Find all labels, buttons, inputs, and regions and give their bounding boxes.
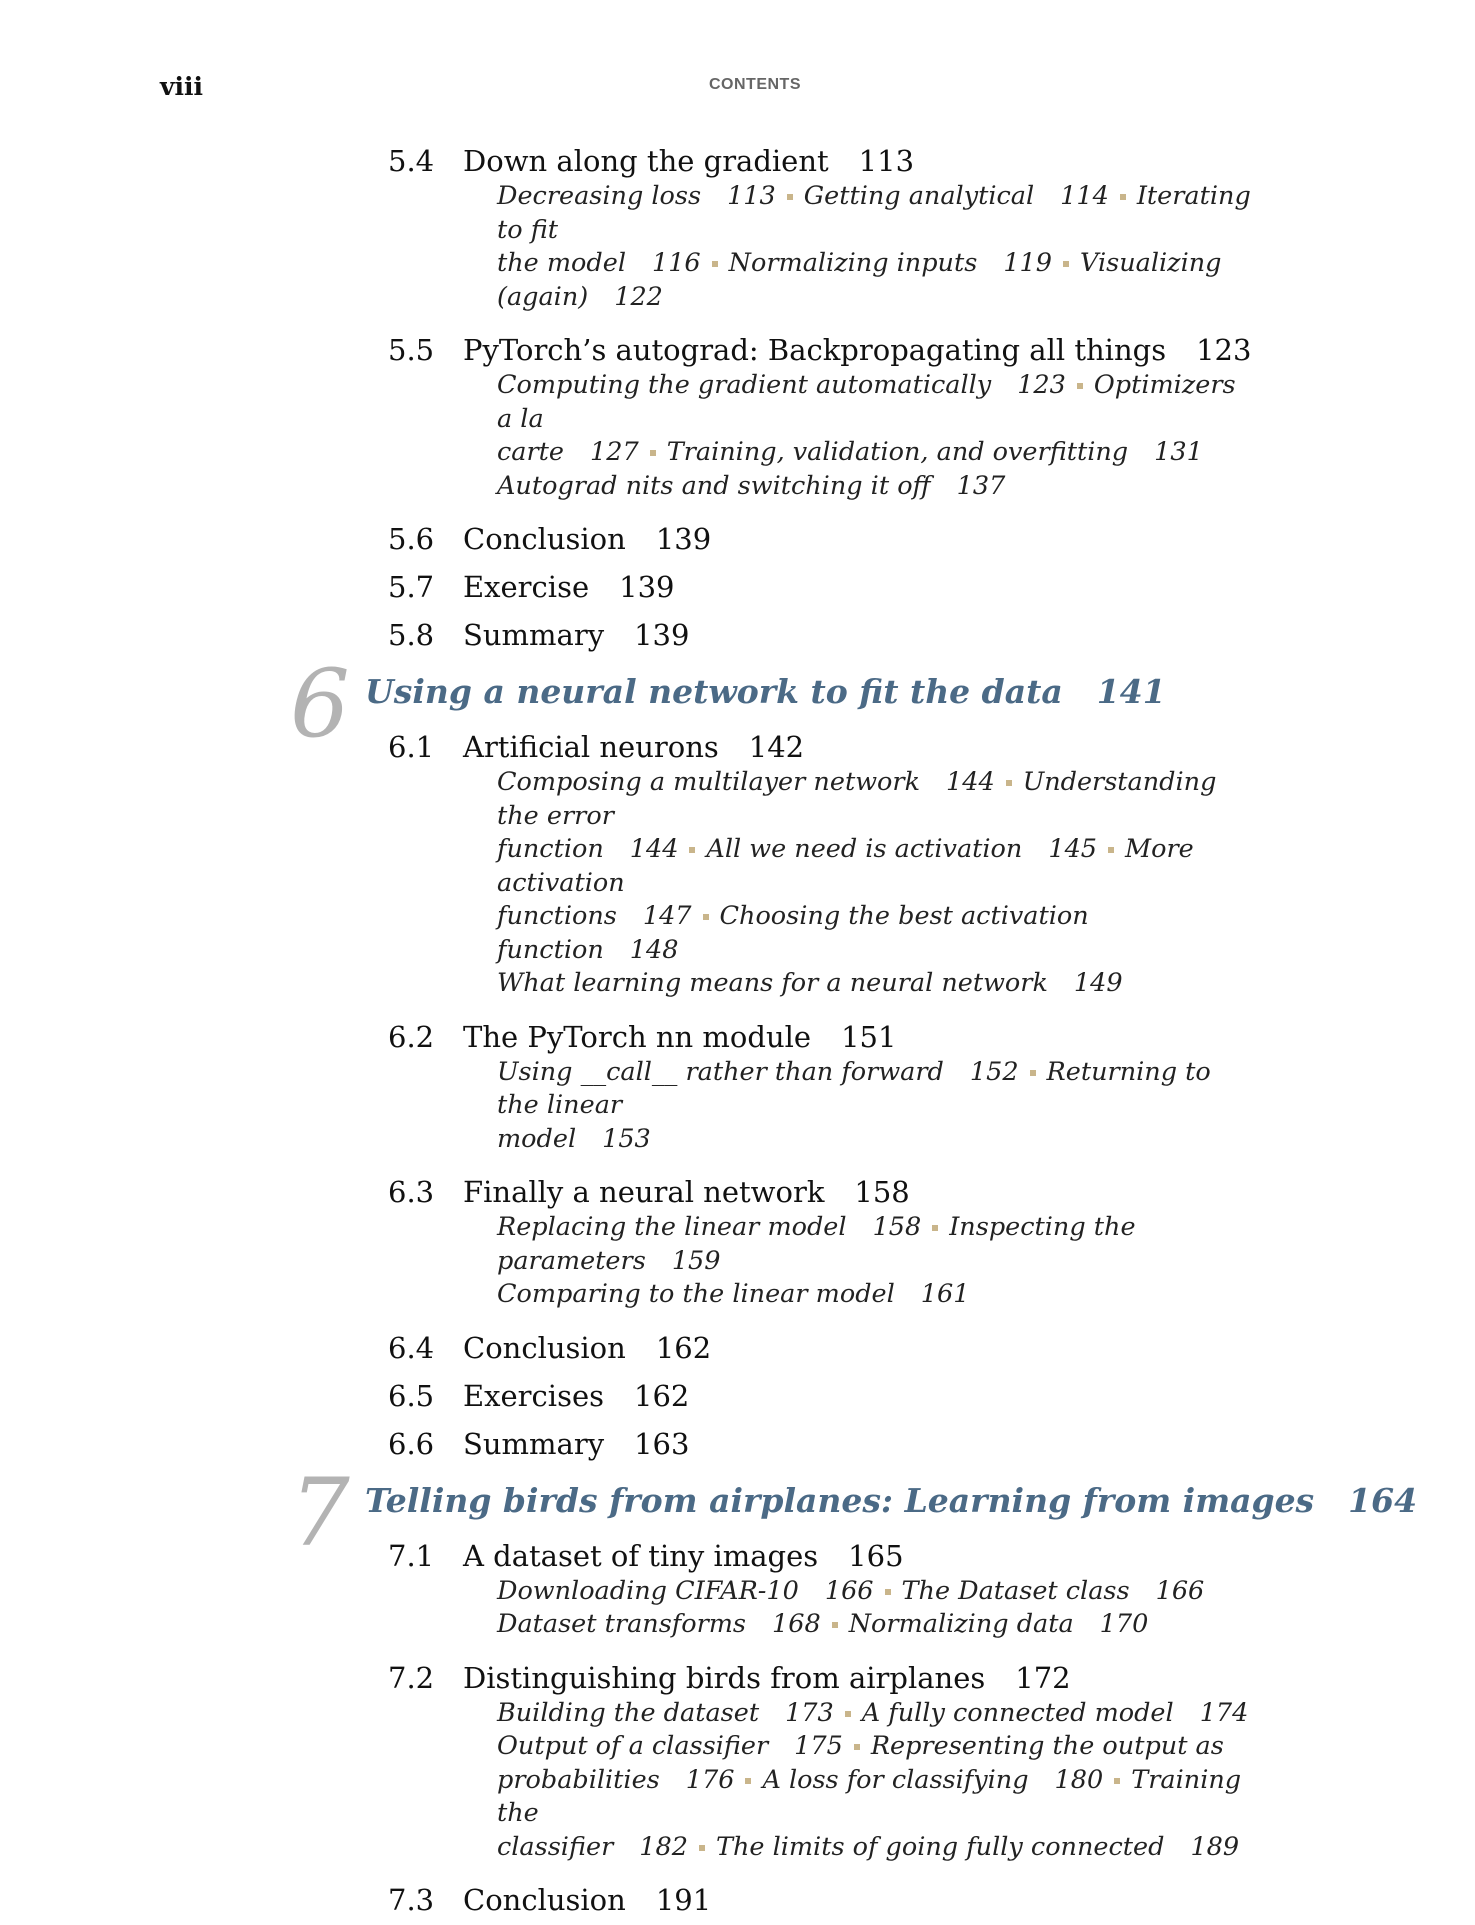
subsection-page: 161 [920,1279,970,1309]
separator-bullet-icon [712,261,718,267]
subsection-title: Choosing the best activation function [497,901,1089,965]
section-title [463,333,1251,367]
section-number: 6.4 [388,1330,435,1365]
subsection-line [497,470,1257,504]
subsection-title: Returning to the linear [497,1056,1211,1120]
subsection-list [497,766,1257,1001]
subsection-list [497,1575,1257,1642]
separator-bullet-icon [885,1589,891,1595]
subsection-title: Iterating to fit [497,181,1251,245]
section-title [463,144,914,178]
section-entry [388,1421,1475,1469]
subsection-page: 182 [639,1831,688,1862]
section-title-text: PyTorch’s autograd: Backpropagating all things [463,333,1167,367]
section-title [463,522,711,556]
subsection-title: More activation [497,834,1194,898]
separator-bullet-icon [832,1622,838,1628]
subsection-title: Optimizers a la [497,370,1236,434]
separator-bullet-icon [932,1225,938,1231]
subsection-page: 166 [1155,1575,1205,1606]
section-number: 7.2 [388,1660,435,1695]
section-page: 123 [1196,333,1252,367]
section-title [463,1661,1071,1695]
section-title-text: Summary [463,1426,605,1461]
subsection-page: 148 [629,934,679,965]
section-title-text: Summary [463,618,605,652]
section-page: 163 [634,1426,690,1461]
subsection-title: Training, validation, and overfitting [666,437,1129,467]
subsection-title: the model [497,248,626,278]
section-entry [388,564,1475,612]
subsection-page: 153 [602,1123,651,1154]
subsection-title: Computing the gradient automatically [497,370,992,400]
separator-bullet-icon [689,847,695,853]
subsection-page: 144 [629,834,679,864]
subsection-title: Using __call__ rather than forward [497,1056,944,1087]
section-number: 5.6 [388,522,435,556]
subsection-page: 166 [824,1575,874,1606]
section-number: 6.1 [388,730,435,764]
subsection-page: 147 [642,901,692,931]
section-title-text: Conclusion [463,522,626,556]
section-number: 6.6 [388,1426,435,1461]
section-entry [388,516,1475,564]
subsection-line [497,436,1257,470]
subsection-line [497,900,1257,967]
subsection-title: Visualizing [1079,248,1222,278]
subsection-line [497,1764,1257,1831]
section-entry [388,138,1475,186]
subsection-title: A fully connected model [861,1697,1174,1728]
section-title [463,1331,711,1365]
subsection-title: Building the dataset [497,1697,760,1728]
subsection-title: Downloading CIFAR-10 [497,1575,799,1606]
section-title [463,730,804,764]
subsection-title: The Dataset class [901,1575,1130,1606]
section-title [463,1379,689,1413]
subsection-title: probabilities [497,1764,660,1795]
section-number: 5.4 [388,144,435,178]
section-title-text: Exercise [463,570,590,604]
section-page: 158 [854,1175,910,1209]
section-title-text: Finally a neural network [463,1175,825,1209]
subsection-title: model [497,1123,577,1154]
section-title-text: Conclusion [463,1330,626,1365]
subsection-page: 176 [685,1764,735,1795]
subsection-list [497,1056,1257,1157]
subsection-page: 127 [590,437,639,467]
section-title-text: A dataset of tiny images [463,1538,819,1573]
chapter-title [365,1481,1417,1520]
section-number: 7.3 [388,1883,435,1917]
subsection-title: functions [497,901,617,931]
subsection-line [497,1730,1257,1764]
subsection-page: 149 [1073,968,1123,998]
chapter-page: 164 [1348,1480,1418,1520]
subsection-title: Normalizing inputs [728,248,978,278]
separator-bullet-icon [1006,780,1012,786]
section-page: 139 [655,522,712,556]
section-title [463,1020,896,1054]
subsection-page: 137 [956,470,1006,501]
section-number: 6.3 [388,1175,435,1209]
subsection-page: 123 [1017,370,1066,400]
subsection-page: 152 [969,1056,1019,1087]
subsection-page: 175 [794,1731,843,1761]
subsection-line [497,1056,1257,1123]
section-title-text: Down along the gradient [463,144,829,178]
subsection-page: 145 [1048,834,1098,864]
section-title [463,1175,910,1209]
subsection-title: Output of a classifier [497,1731,769,1761]
chapter-title-text: Using a neural network to fit the data [365,672,1063,711]
subsection-line [497,1123,1257,1157]
running-head: CONTENTS [709,76,801,93]
subsection-page: 116 [651,248,701,278]
section-title-text: Artificial neurons [463,730,719,764]
subsection-page: 168 [772,1609,821,1639]
separator-bullet-icon [1063,261,1069,267]
subsection-page: 158 [872,1212,922,1242]
separator-bullet-icon [854,1744,860,1750]
chapter-title [365,672,1166,711]
subsection-line [497,1831,1257,1865]
section-entry [388,327,1475,375]
separator-bullet-icon [1030,1070,1036,1076]
subsection-page: 114 [1060,181,1109,211]
subsection-page: 180 [1054,1764,1104,1795]
subsection-line [497,833,1257,900]
section-title [463,1883,711,1917]
section-entry [388,1655,1475,1703]
section-page: 151 [841,1019,897,1054]
section-page: 172 [1015,1660,1071,1695]
section-title [463,1539,904,1573]
separator-bullet-icon [787,194,793,200]
subsection-title: function [497,834,604,864]
section-entry [388,1533,1475,1581]
chapter-number: 6 [290,650,350,759]
subsection-title: (again) [497,281,589,312]
section-number: 5.7 [388,570,435,604]
subsection-page: 131 [1154,437,1203,467]
subsection-page: 119 [1003,248,1052,278]
chapter-title-text: Telling birds from airplanes: Learning from images [365,1480,1315,1520]
chapter-number: 7 [290,1458,350,1568]
subsection-line [497,1211,1257,1278]
separator-bullet-icon [845,1711,851,1717]
subsection-page: 174 [1199,1697,1249,1728]
separator-bullet-icon [745,1778,751,1784]
subsection-line [497,1278,1257,1312]
subsection-page: 144 [946,767,995,797]
subsection-line [497,281,1257,315]
subsection-line [497,369,1257,436]
section-page: 162 [634,1378,690,1413]
subsection-title: What learning means for a neural network [497,968,1048,998]
subsection-title: Autograd nits and switching it off [497,470,931,501]
section-page: 139 [619,570,675,604]
subsection-title: Replacing the linear model [497,1212,847,1242]
subsection-title: Normalizing data [848,1609,1074,1639]
chapter-page: 141 [1096,672,1166,711]
section-number: 6.5 [388,1378,435,1413]
subsection-title: Understanding the error [497,767,1217,831]
section-title [463,618,689,652]
page-number: viii [160,72,204,101]
section-title-text: The PyTorch nn module [463,1019,812,1054]
section-page: 165 [848,1538,904,1573]
subsection-page: 189 [1190,1831,1240,1862]
subsection-list [497,180,1257,314]
subsection-page: 159 [671,1245,721,1276]
subsection-title: Training the [497,1764,1242,1828]
subsection-title: Decreasing loss [497,181,702,211]
section-title-text: Distinguishing birds from airplanes [463,1660,986,1695]
subsection-title: All we need is activation [706,834,1023,864]
section-number: 5.8 [388,618,435,652]
section-title-text: Conclusion [463,1883,626,1917]
subsection-line [497,967,1257,1001]
section-page: 139 [634,618,690,652]
section-page: 113 [858,144,915,178]
subsection-page: 113 [727,181,776,211]
subsection-title: carte [497,437,565,467]
subsection-line [497,247,1257,281]
separator-bullet-icon [703,914,709,920]
subsection-list [497,369,1257,503]
section-entry [388,1373,1475,1421]
subsection-title: Comparing to the linear model [497,1279,895,1309]
subsection-list [497,1697,1257,1865]
section-page: 191 [655,1883,712,1917]
separator-bullet-icon [1077,383,1083,389]
section-title [463,570,674,604]
separator-bullet-icon [1120,194,1126,200]
subsection-title: classifier [497,1831,614,1862]
subsection-line [497,1608,1257,1642]
subsection-title: Dataset transforms [497,1609,747,1639]
separator-bullet-icon [1108,847,1114,853]
subsection-page: 170 [1099,1609,1149,1639]
table-of-contents [0,138,1475,1925]
section-number: 7.1 [388,1538,435,1573]
separator-bullet-icon [1114,1778,1120,1784]
section-page: 142 [748,730,805,764]
subsection-title: A loss for classifying [762,1764,1029,1795]
section-entry [388,1877,1475,1925]
section-page: 162 [655,1330,712,1365]
section-number: 5.5 [388,333,435,367]
subsection-title: Getting analytical [803,181,1035,211]
subsection-page: 173 [785,1697,834,1728]
subsection-list [497,1211,1257,1312]
subsection-title: The limits of going fully connected [715,1831,1165,1862]
section-title-text: Exercises [463,1378,604,1413]
subsection-line [497,766,1257,833]
subsection-title: Representing the output as [870,1731,1224,1761]
subsection-title: Composing a multilayer network [497,767,921,797]
section-entry [388,1325,1475,1373]
section-entry [388,1014,1475,1062]
subsection-line [497,180,1257,247]
separator-bullet-icon [650,450,656,456]
section-title [463,1427,689,1461]
section-entry [388,724,1475,772]
section-entry [388,1169,1475,1217]
section-number: 6.2 [388,1019,435,1054]
section-entry [388,612,1475,660]
subsection-page: 122 [614,281,663,312]
subsection-title: Inspecting the parameters [497,1212,1136,1276]
